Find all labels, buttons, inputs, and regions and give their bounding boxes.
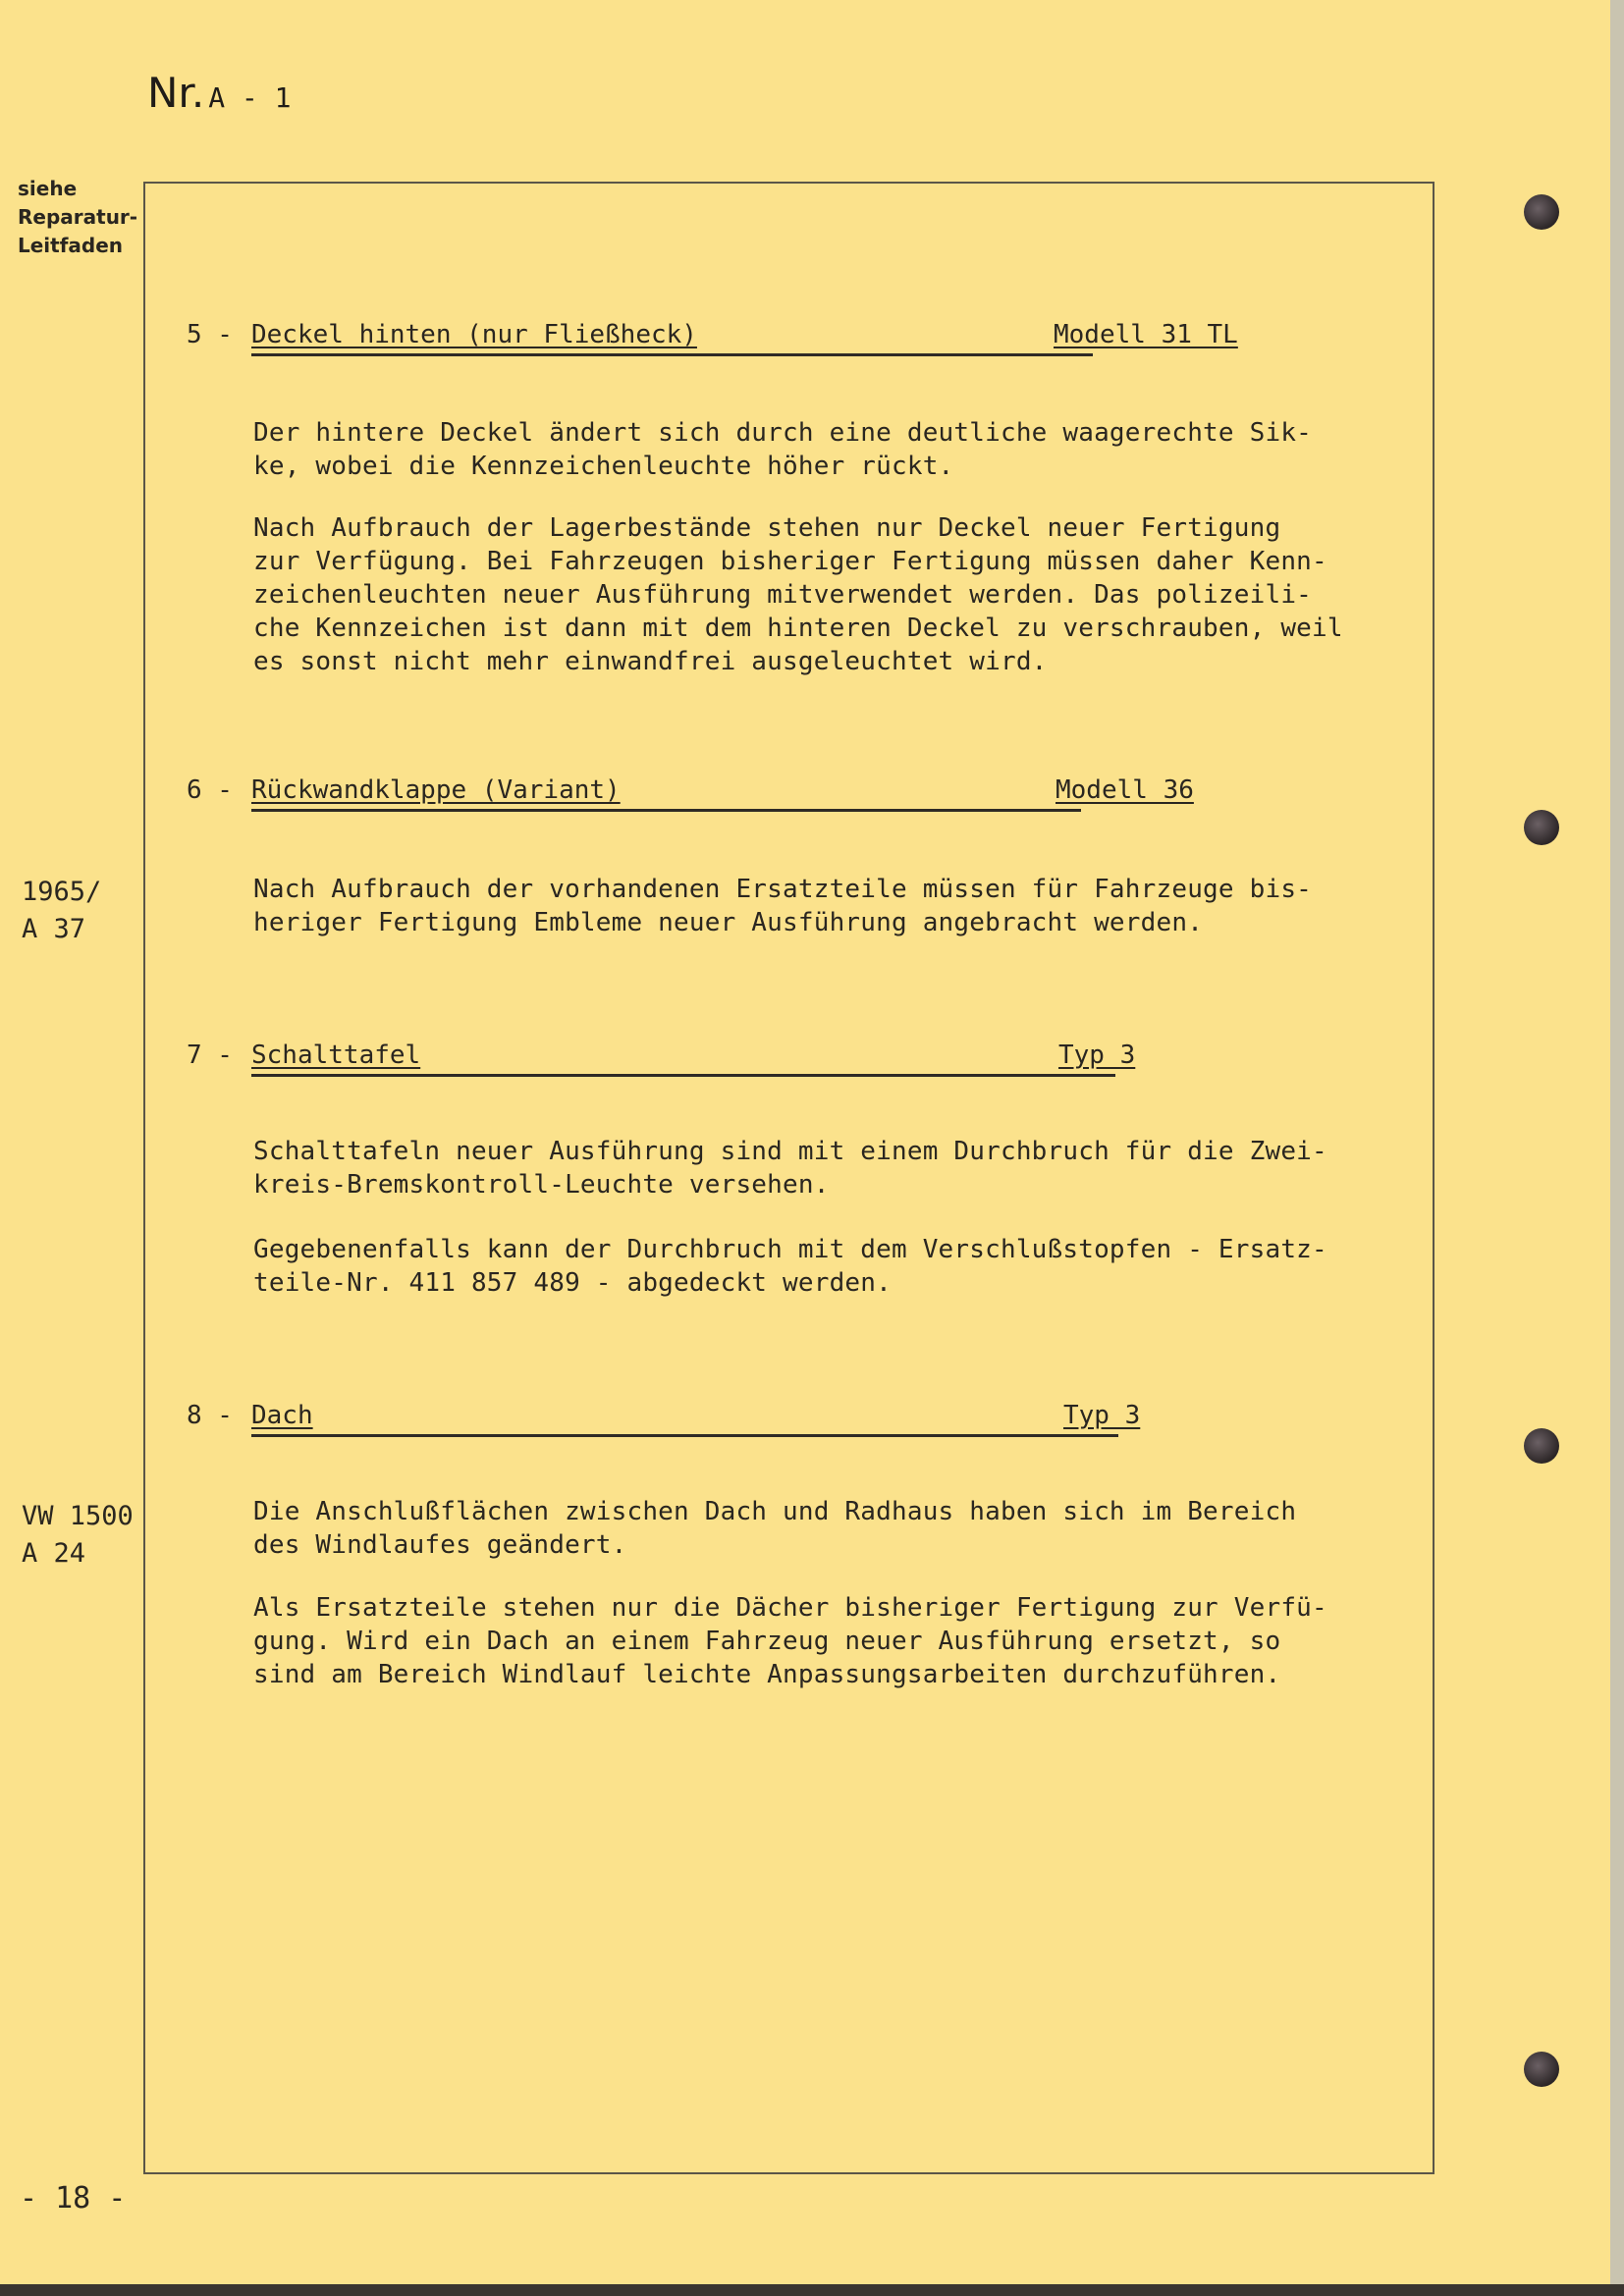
section-7-paragraph-2: Gegebenenfalls kann der Durchbruch mit dem Verschlußstopfen - Ersatz- teile-Nr. 411 857 489 - abgedeckt werden. [253,1235,1327,1298]
section-6-title: Rückwandklappe (Variant) [251,775,621,805]
section-6-paragraph-1: Nach Aufbrauch der vorhandenen Ersatzteile müssen für Fahrzeuge bis- heriger Fertigung Embleme neuer Ausführung angebracht werden. [253,875,1313,937]
siehe-reference [18,175,137,260]
section-5-title: Deckel hinten (nur Fließheck) [251,320,697,349]
section-6-heading [187,775,1257,815]
section-7-number: 7 - [187,1041,233,1070]
section-8-heading [187,1401,1257,1440]
bottom-edge [0,2284,1624,2296]
margin-note-1965 [22,874,101,948]
margin-note-vw1500-line-2: A 24 [22,1538,86,1569]
section-7-paragraph-1: Schalttafeln neuer Ausführung sind mit einem Durchbruch für die Zwei- kreis-Bremskontroll-Leuchte versehen. [253,1137,1327,1200]
section-8-number: 8 - [187,1401,233,1430]
section-8-paragraph-1: Die Anschlußflächen zwischen Dach und Radhaus haben sich im Bereich des Windlaufes geändert. [253,1497,1297,1560]
section-5-number: 5 - [187,320,233,349]
section-6-number: 6 - [187,775,233,805]
siehe-line-2: Reparatur- [18,205,138,229]
section-7-model: Typ 3 [1058,1041,1136,1070]
siehe-line-3: Leitfaden [18,234,124,257]
section-6-rule [251,809,1081,812]
punch-hole-1 [1524,194,1559,230]
punch-hole-2 [1524,810,1559,845]
siehe-line-1: siehe [18,177,78,200]
section-7-title: Schalttafel [251,1041,421,1070]
margin-note-vw1500-line-1: VW 1500 [22,1501,134,1531]
section-8-title: Dach [251,1401,313,1430]
section-8-model: Typ 3 [1063,1401,1141,1430]
page-edge [1610,0,1624,2296]
section-6-model: Modell 36 [1056,775,1194,805]
margin-note-vw1500 [22,1498,134,1573]
margin-note-1965-line-1: 1965/ [22,877,102,907]
document-number [147,69,291,117]
margin-note-1965-line-2: A 37 [22,914,86,944]
section-5-paragraph-2: Nach Aufbrauch der Lagerbestände stehen nur Deckel neuer Fertigung zur Verfügung. Bei Fahrzeugen bisheriger Fertigung müssen daher Kenn- zeichenleuchten neuer Ausführung mitverwendet werden. Das polizeili- che Kennzeichen ist dann mit dem hinteren Deckel zu verschrauben, weil es sonst nicht mehr einwandfrei ausgeleuchtet wird. [253,513,1343,676]
nr-value: A - 1 [208,81,292,114]
page-number: - 18 - [20,2181,127,2216]
section-5-rule [251,353,1093,356]
section-5-model: Modell 31 TL [1054,320,1238,349]
nr-label: Nr. [147,69,205,117]
section-8-rule [251,1434,1118,1437]
section-7-heading [187,1041,1257,1080]
section-5-heading [187,320,1257,359]
punch-hole-4 [1524,2052,1559,2087]
section-5-paragraph-1: Der hintere Deckel ändert sich durch eine deutliche waagerechte Sik- ke, wobei die Kennzeichenleuchte höher rückt. [253,418,1313,481]
section-8-paragraph-2: Als Ersatzteile stehen nur die Dächer bisheriger Fertigung zur Verfü- gung. Wird ein Dach an einem Fahrzeug neuer Ausführung ersetzt, so sind am Bereich Windlauf leichte Anpassungsarbeiten durchzuführen. [253,1593,1327,1689]
punch-hole-3 [1524,1428,1559,1464]
section-7-rule [251,1074,1115,1077]
